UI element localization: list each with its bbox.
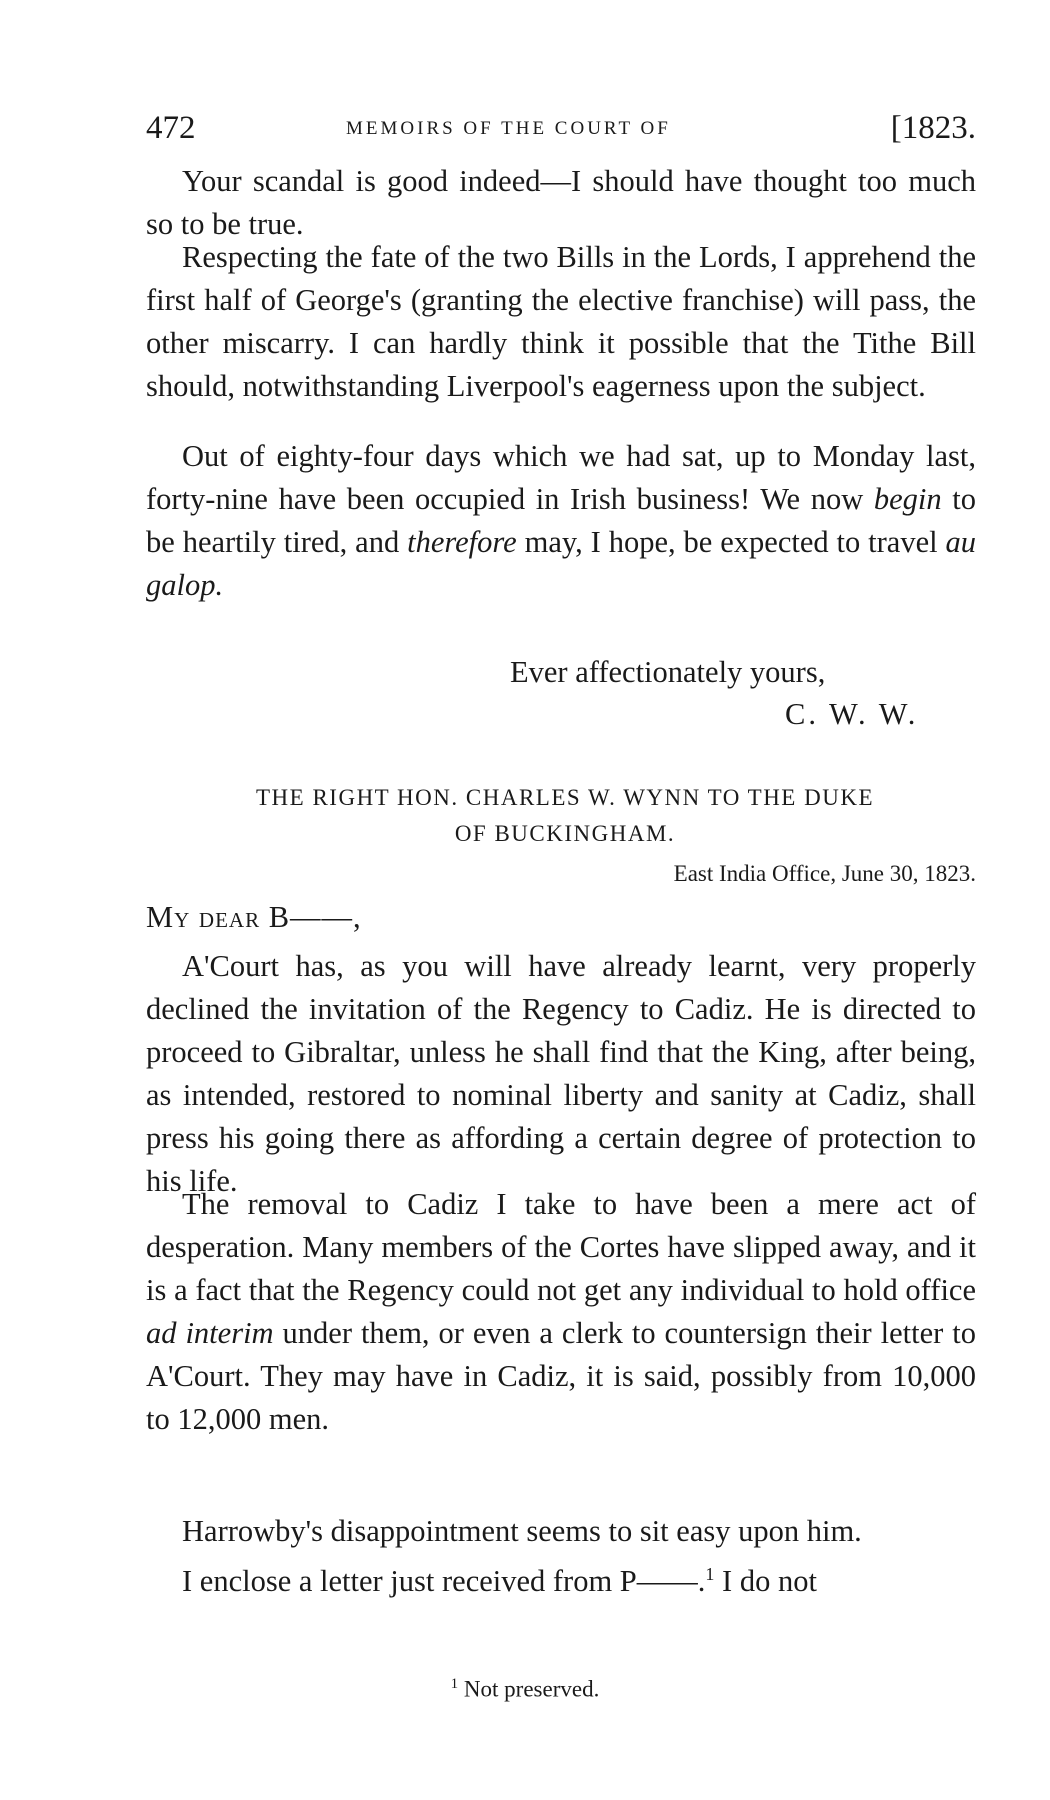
letter2-p2-text-a: The removal to Cadiz I take to have been a mere act of desperation. Many members of the Cortes have slipped away, and it is a fact that the Regency could not get any individual to hold office — [146, 1187, 976, 1307]
page-number: 472 — [146, 110, 196, 146]
letter2-heading-line-2: OF BUCKINGHAM. — [454, 821, 676, 846]
running-title: MEMOIRS OF THE COURT OF — [346, 118, 671, 139]
letter2-heading-line-1: THE RIGHT HON. CHARLES W. WYNN TO THE DUKE — [256, 785, 874, 810]
letter1-signoff: Ever affectionately yours, — [510, 655, 826, 689]
letter1-p3-text-a: Out of eighty-four days which we had sat, up to Monday last, forty-nine have been occupied in Irish business! We now — [146, 439, 976, 516]
letter1-paragraph-2: Respecting the fate of the two Bills in the Lords, I apprehend the first half of George's (granting the elective franchise) will pass, the other miscarry. I can hardly think it possible that the Tithe Bill should, notwithstanding Liverpool's eagerness upon the subject. — [146, 240, 976, 403]
footnote-text: Not preserved. — [458, 1676, 600, 1702]
letter2-p4-text-a: I enclose a letter just received from P——. — [182, 1564, 706, 1599]
letter1-p3-text-e: may, I hope, be expected to travel — [516, 525, 946, 559]
letter2-dateline: East India Office, June 30, 1823. — [673, 861, 976, 886]
letter2-p4-text-b: I do not — [714, 1564, 817, 1599]
letter2-paragraph-4 — [146, 1553, 976, 1603]
letter1-p3-text-c: to be heartily tired, and — [146, 482, 976, 559]
letter2-salutation: My dear B——, — [146, 900, 362, 934]
footnote-reference: 1 — [705, 1564, 715, 1584]
letter2-paragraph-1: A'Court has, as you will have already learnt, very properly declined the invitation of the Regency to Cadiz. He is directed to proceed to Gibraltar, unless he shall find that the King, after being, as intended, restored to nominal liberty and sanity at Cadiz, shall press his going there as affording a certain degree of protection to his life. — [146, 949, 976, 1198]
footnote — [0, 1676, 1050, 1703]
running-year: [1823. — [890, 110, 976, 146]
letter2-p2-italic-ad-interim: ad interim — [146, 1316, 274, 1350]
running-head — [146, 110, 976, 150]
letter1-p3-italic-therefore: therefore — [407, 525, 517, 559]
letter2-heading — [160, 780, 970, 852]
letter2-paragraph-3: Harrowby's disappointment seems to sit easy upon him. — [182, 1514, 862, 1548]
letter1-p3-italic-au-galop: au galop. — [146, 525, 976, 602]
letter1-paragraph-3 — [146, 435, 976, 607]
letter1-paragraph-1: Your scandal is good indeed—I should have thought too much so to be true. — [146, 164, 976, 241]
footnote-marker: 1 — [450, 1676, 459, 1692]
letter2-paragraph-2 — [146, 1183, 976, 1441]
letter1-signature: C. W. W. — [785, 697, 919, 731]
letter2-p2-text-c: under them, or even a clerk to countersign their letter to A'Court. They may have in Cadiz, it is said, possibly from 10,000 to 12,000 men. — [146, 1316, 976, 1436]
letter1-p3-italic-begin: begin — [873, 482, 942, 516]
